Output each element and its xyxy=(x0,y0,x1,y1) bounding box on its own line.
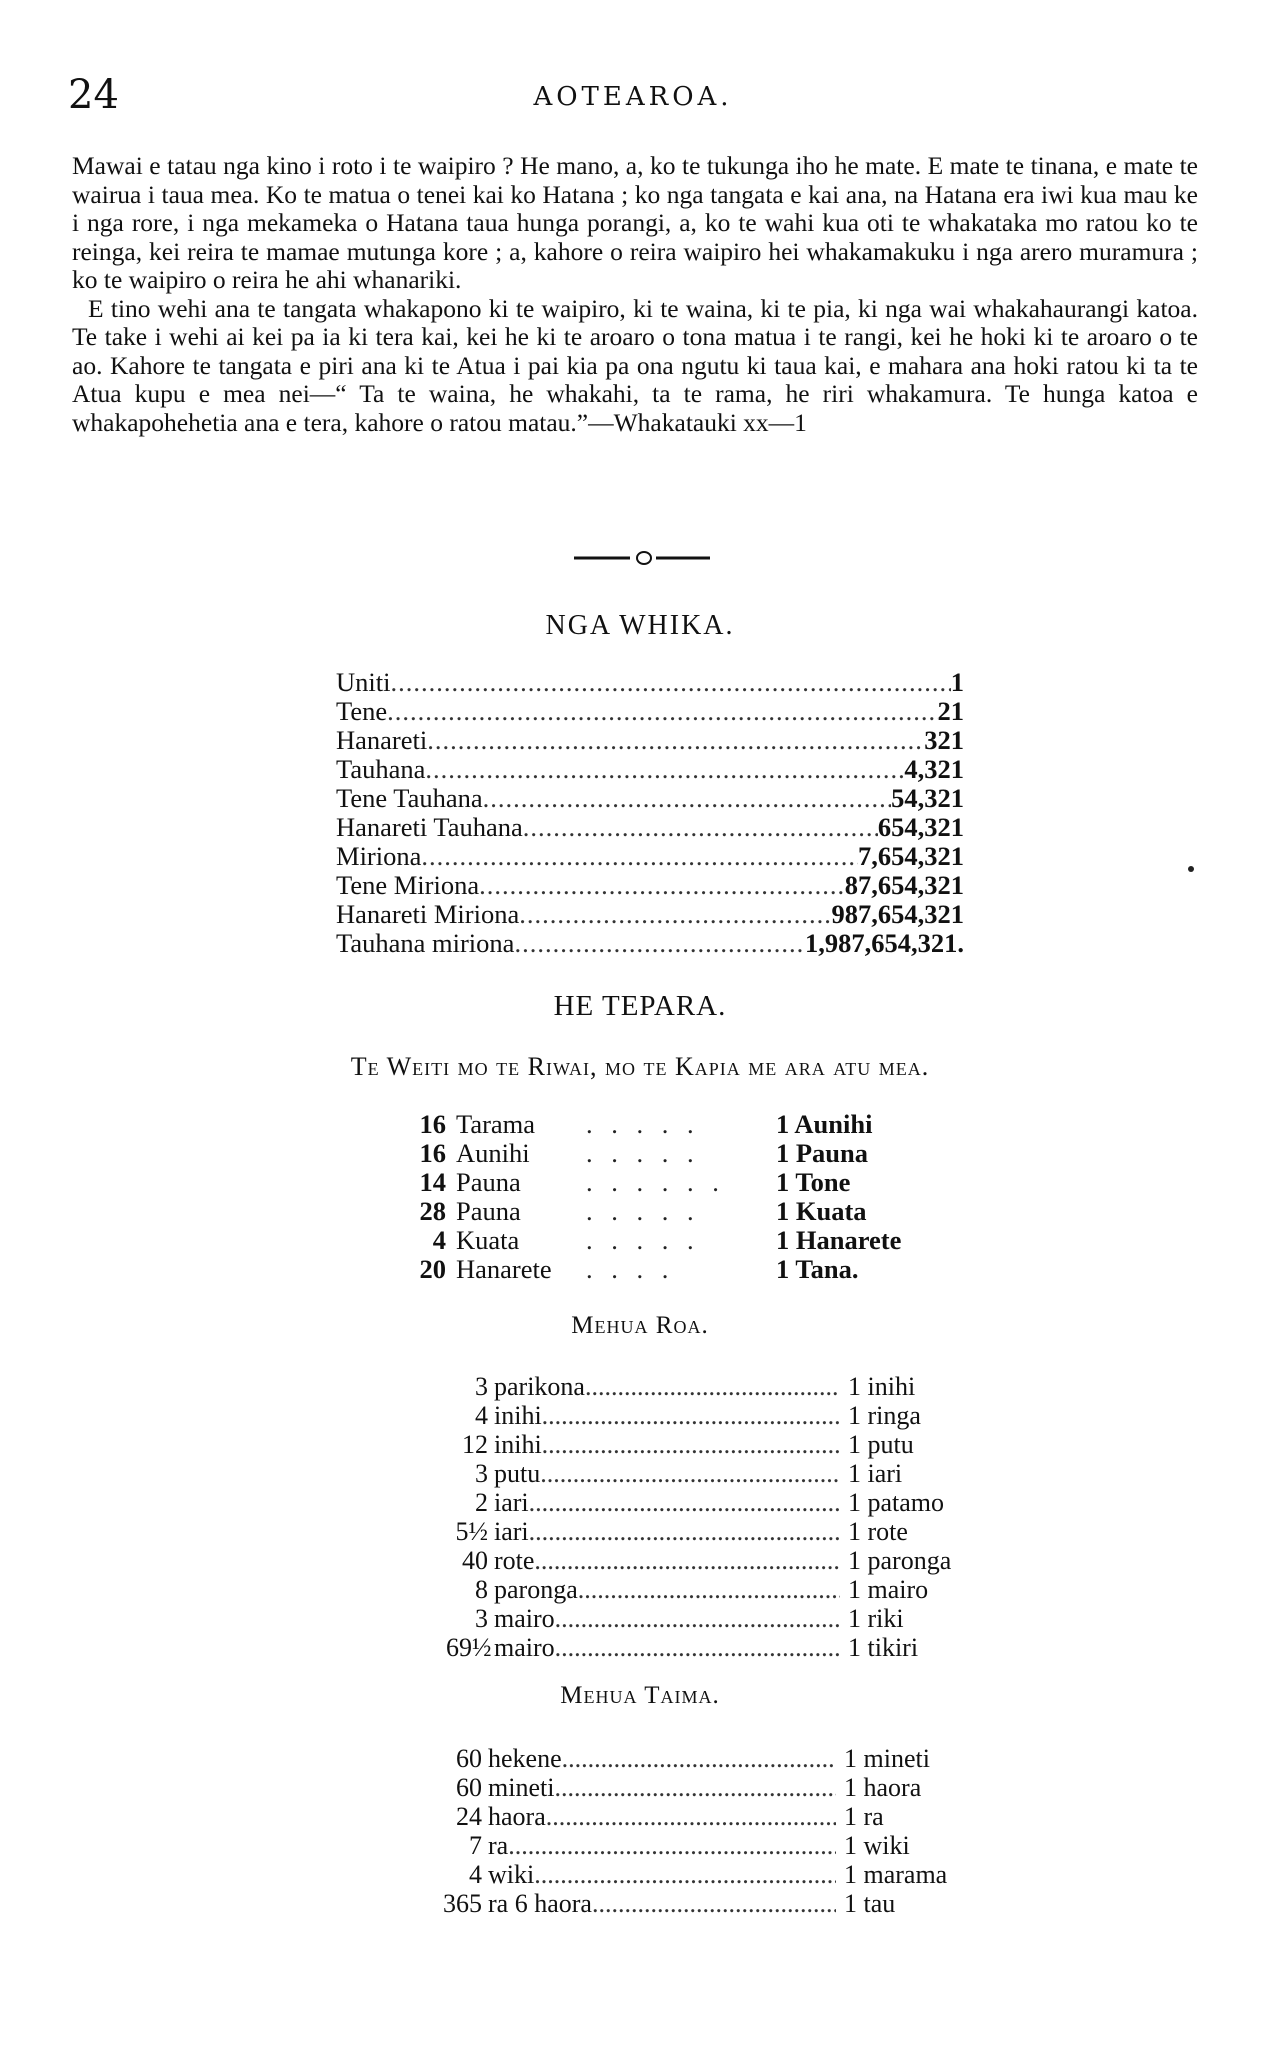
length-table xyxy=(446,1372,966,1662)
length-equals: 1 rote xyxy=(848,1517,908,1546)
weight-qty: 14 xyxy=(419,1167,446,1197)
numeral-row xyxy=(336,842,964,871)
length-row xyxy=(446,1430,966,1459)
time-row xyxy=(432,1860,972,1889)
weight-qty: 16 xyxy=(419,1109,446,1139)
running-title: AOTEAROA. xyxy=(533,82,733,112)
numeral-name: Tene Tauhana xyxy=(336,783,483,813)
dot-leader xyxy=(421,842,858,871)
numeral-name: Tene xyxy=(336,696,388,726)
numeral-value: 654,321 xyxy=(877,812,964,842)
dot-leader xyxy=(578,1575,840,1604)
numeral-name: Tauhana xyxy=(336,754,426,784)
numeral-name: Miriona xyxy=(336,841,422,871)
length-unit: paronga xyxy=(494,1575,578,1604)
length-row xyxy=(446,1633,966,1662)
time-equals: 1 marama xyxy=(844,1860,948,1889)
length-row xyxy=(446,1517,966,1546)
paragraph: Mawai e tatau nga kino i roto i te waipiro ? He mano, a, ko te tukunga iho he mate. E mate te tinana, e mate te wairua i taua mea. Ko te matua o tenei kai ko Hatana ; ko nga tangata e kai ana, na Hatana era iwi kua mau ke i nga rore, i nga mekameka o Hatana taua hunga porangi, a, ko te wahi kua oti te whakataka mo ratou ko te reinga, kei reira te mamae mutunga kore ; a, kahore o reira waipiro hei whakamakuku i nga arero muramura ; ko te waipiro o reira he ahi whanariki. xyxy=(72,151,1198,294)
time-table xyxy=(432,1744,972,1918)
time-row xyxy=(432,1802,972,1831)
dot-leader xyxy=(555,1633,840,1662)
time-qty: 4 xyxy=(469,1860,482,1889)
length-equals: 1 ringa xyxy=(848,1401,921,1430)
dot-leader xyxy=(554,1773,836,1802)
weight-row xyxy=(406,1255,966,1284)
time-unit: hekene xyxy=(488,1744,562,1773)
length-unit: inihi xyxy=(494,1401,542,1430)
dot-leader xyxy=(540,1459,840,1488)
numeral-row xyxy=(336,813,964,842)
dot-leader xyxy=(390,668,950,697)
time-row xyxy=(432,1889,972,1918)
time-equals: 1 ra xyxy=(844,1802,884,1831)
numeral-name: Tene Miriona xyxy=(336,870,480,900)
length-row xyxy=(446,1372,966,1401)
numeral-row xyxy=(336,784,964,813)
length-equals: 1 tikiri xyxy=(848,1633,919,1662)
weight-equals: 1 Aunihi xyxy=(776,1109,873,1139)
dot-leader xyxy=(425,755,904,784)
weight-unit: Kuata xyxy=(456,1225,520,1255)
dot-leader xyxy=(534,1860,836,1889)
length-heading: Mehua Roa. xyxy=(571,1312,709,1339)
numeral-value: 1 xyxy=(950,667,964,697)
page-number: 24 xyxy=(68,72,119,118)
ink-speck xyxy=(1188,866,1194,872)
weight-row xyxy=(406,1226,966,1255)
length-equals: 1 inihi xyxy=(848,1372,916,1401)
length-equals: 1 paronga xyxy=(848,1546,952,1575)
length-equals: 1 iari xyxy=(848,1459,903,1488)
time-unit: ra 6 haora xyxy=(488,1889,592,1918)
dot-leader xyxy=(542,1401,840,1430)
length-equals: 1 patamo xyxy=(848,1488,945,1517)
dot-leader: . . . . xyxy=(586,1254,675,1284)
numeral-row xyxy=(336,726,964,755)
time-row xyxy=(432,1773,972,1802)
weight-equals: 1 Tone xyxy=(776,1167,851,1197)
dot-leader: . . . . . xyxy=(586,1138,700,1168)
dot-leader xyxy=(514,929,805,958)
length-row xyxy=(446,1604,966,1633)
weight-unit: Aunihi xyxy=(456,1138,530,1168)
weights-heading: Te Weiti mo te Riwai, mo te Kapia me ara atu mea. xyxy=(350,1052,930,1081)
time-qty: 365 xyxy=(443,1889,482,1918)
numeral-value: 21 xyxy=(937,696,964,726)
page-header xyxy=(68,72,1198,122)
length-qty: 40 xyxy=(462,1546,488,1575)
time-equals: 1 wiki xyxy=(844,1831,910,1860)
weight-qty: 28 xyxy=(419,1196,446,1226)
length-unit: parikona xyxy=(494,1372,585,1401)
length-qty: 12 xyxy=(462,1430,488,1459)
numeral-row xyxy=(336,697,964,726)
weight-equals: 1 Hanarete xyxy=(776,1225,902,1255)
weight-unit: Tarama xyxy=(456,1109,536,1139)
dot-leader: . . . . . . xyxy=(586,1167,725,1197)
numeral-row xyxy=(336,900,964,929)
weights-table xyxy=(406,1110,966,1284)
weight-unit: Pauna xyxy=(456,1196,521,1226)
numeral-row xyxy=(336,871,964,900)
length-row xyxy=(446,1401,966,1430)
dot-leader xyxy=(479,871,845,900)
numeral-row xyxy=(336,755,964,784)
tables-heading: HE TEPARA. xyxy=(553,990,727,1022)
numeral-value: 987,654,321 xyxy=(831,899,964,929)
dot-leader xyxy=(387,697,937,726)
length-unit: mairo xyxy=(494,1633,555,1662)
time-unit: haora xyxy=(488,1802,546,1831)
weight-qty: 4 xyxy=(432,1225,446,1255)
weight-row xyxy=(406,1139,966,1168)
time-qty: 60 xyxy=(456,1773,482,1802)
length-unit: iari xyxy=(494,1517,529,1546)
weight-equals: 1 Tana. xyxy=(776,1254,859,1284)
numeral-value: 7,654,321 xyxy=(858,841,964,871)
length-equals: 1 mairo xyxy=(848,1575,929,1604)
weight-qty: 20 xyxy=(419,1254,446,1284)
time-qty: 7 xyxy=(469,1831,482,1860)
length-equals: 1 putu xyxy=(848,1430,914,1459)
length-unit: mairo xyxy=(494,1604,555,1633)
dot-leader xyxy=(508,1831,836,1860)
numeral-name: Tauhana miriona xyxy=(336,928,515,958)
time-row xyxy=(432,1831,972,1860)
dot-leader xyxy=(546,1802,836,1831)
numeral-name: Hanareti Miriona xyxy=(336,899,520,929)
dot-leader xyxy=(523,813,878,842)
dot-leader xyxy=(529,1488,840,1517)
dot-leader: . . . . . xyxy=(586,1109,700,1139)
time-unit: ra xyxy=(488,1831,509,1860)
length-qty: 69½ xyxy=(446,1633,492,1662)
weight-unit: Hanarete xyxy=(456,1254,552,1284)
length-qty: 2 xyxy=(475,1488,488,1517)
length-row xyxy=(446,1575,966,1604)
dot-leader xyxy=(585,1372,840,1401)
length-unit: iari xyxy=(494,1488,529,1517)
weight-equals: 1 Pauna xyxy=(776,1138,869,1168)
length-qty: 4 xyxy=(475,1401,488,1430)
time-unit: mineti xyxy=(488,1773,555,1802)
length-qty: 3 xyxy=(475,1459,488,1488)
weight-equals: 1 Kuata xyxy=(776,1196,867,1226)
numeral-name: Hanareti xyxy=(336,725,428,755)
weight-row xyxy=(406,1168,966,1197)
dot-leader xyxy=(562,1744,836,1773)
length-row xyxy=(446,1488,966,1517)
body-text xyxy=(72,152,1198,437)
time-row xyxy=(432,1744,972,1773)
dot-leader xyxy=(427,726,924,755)
dot-leader xyxy=(483,784,891,813)
length-unit: rote xyxy=(494,1546,535,1575)
dot-leader xyxy=(592,1889,836,1918)
time-qty: 60 xyxy=(456,1744,482,1773)
numeral-name: Uniti xyxy=(336,667,391,697)
numeral-value: 54,321 xyxy=(891,783,964,813)
weight-row xyxy=(406,1110,966,1139)
time-heading: Mehua Taima. xyxy=(560,1682,720,1709)
dot-leader xyxy=(542,1430,840,1459)
time-equals: 1 haora xyxy=(844,1773,922,1802)
numerals-table xyxy=(336,668,964,958)
dot-leader xyxy=(529,1517,840,1546)
length-qty: 3 xyxy=(475,1372,488,1401)
dot-leader xyxy=(519,900,831,929)
weight-row xyxy=(406,1197,966,1226)
numeral-value: 321 xyxy=(924,725,964,755)
length-qty: 5½ xyxy=(455,1517,488,1546)
length-row xyxy=(446,1459,966,1488)
section-divider-ornament xyxy=(560,548,740,568)
weight-qty: 16 xyxy=(419,1138,446,1168)
length-unit: inihi xyxy=(494,1430,542,1459)
numerals-heading: NGA WHIKA. xyxy=(545,610,735,641)
time-qty: 24 xyxy=(456,1802,482,1831)
dot-leader xyxy=(534,1546,840,1575)
dot-leader: . . . . . xyxy=(586,1196,700,1226)
dot-leader: . . . . . xyxy=(586,1225,700,1255)
dot-leader xyxy=(555,1604,840,1633)
length-equals: 1 riki xyxy=(848,1604,904,1633)
time-equals: 1 tau xyxy=(844,1889,896,1918)
time-unit: wiki xyxy=(488,1860,535,1889)
numeral-name: Hanareti Tauhana xyxy=(336,812,523,842)
length-qty: 3 xyxy=(475,1604,488,1633)
numeral-row xyxy=(336,668,964,697)
numeral-value: 87,654,321 xyxy=(844,870,964,900)
length-qty: 8 xyxy=(475,1575,488,1604)
time-equals: 1 mineti xyxy=(844,1744,930,1773)
numeral-value: 4,321 xyxy=(904,754,964,784)
length-unit: putu xyxy=(494,1459,541,1488)
weight-unit: Pauna xyxy=(456,1167,521,1197)
numeral-row xyxy=(336,929,964,958)
paragraph: E tino wehi ana te tangata whakapono ki te waipiro, ki te waina, ki te pia, ki nga wai whakahaurangi katoa. Te take i wehi ai kei pa ia ki tera kai, kei he ki te aroaro o tona matua i te rangi, kei he hoki ki te aroaro o te ao. Kahore te tangata e piri ana ki te Atua i pai kia pa ona ngutu ki taua kai, e mahara ana hoki ratou ki ta te Atua kupu e mea nei—“ Ta te waina, he whakahi, ta te rama, he riri whakamura. Te hunga katoa e whakapohehetia ana e tera, kahore o ratou matau.”—Whakatauki xx—1 xyxy=(72,293,1198,437)
length-row xyxy=(446,1546,966,1575)
numeral-value: 1,987,654,321. xyxy=(805,928,964,958)
